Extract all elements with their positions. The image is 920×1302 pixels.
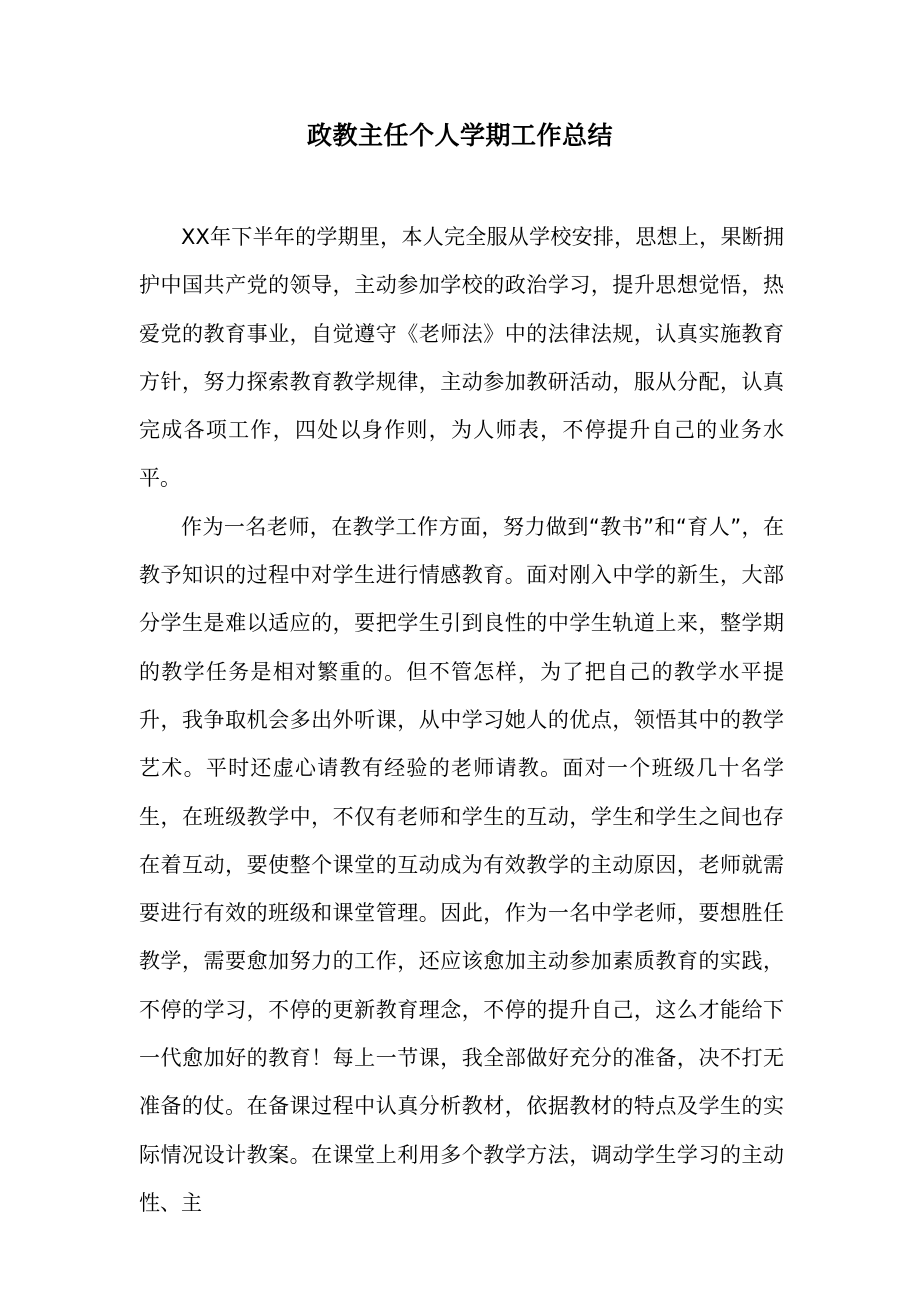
- document-body: [139, 213, 784, 1227]
- document-title: 政教主任个人学期工作总结: [306, 121, 613, 150]
- paragraph-2: 作为一名老师，在教学工作方面，努力做到“教书”和“育人”，在教予知识的过程中对学生进行情感教育。面对刚入中学的新生，大部分学生是难以适应的，要把学生引到良性的中学生轨道上来，整学期的教学任务是相对繁重的。但不管怎样，为了把自己的教学水平提升，我争取机会多出外听课，从中学习她人的优点，领悟其中的教学艺术。平时还虚心请教有经验的老师请教。面对一个班级几十名学生，在班级教学中，不仅有老师和学生的互动，学生和学生之间也存在着互动，要使整个课堂的互动成为有效教学的主动原因，老师就需要进行有效的班级和课堂管理。因此，作为一名中学老师，要想胜任教学，需要愈加努力的工作，还应该愈加主动参加素质教育的实践，不停的学习，不停的更新教育理念，不停的提升自己，这么才能给下一代愈加好的教育！每上一节课，我全部做好充分的准备，决不打无准备的仗。在备课过程中认真分析教材，依据教材的特点及学生的实际情况设计教案。在课堂上利用多个教学方法，调动学生学习的主动性、主: [139, 514, 784, 1215]
- paragraph-1: XX年下半年的学期里，本人完全服从学校安排，思想上，果断拥护中国共产党的领导，主动参加学校的政治学习，提升思想觉悟，热爱党的教育事业，自觉遵守《老师法》中的法律法规，认真实施教育方针，努力探索教育教学规律，主动参加教研活动，服从分配，认真完成各项工作，四处以身作则，为人师表，不停提升自己的业务水平。: [139, 225, 784, 491]
